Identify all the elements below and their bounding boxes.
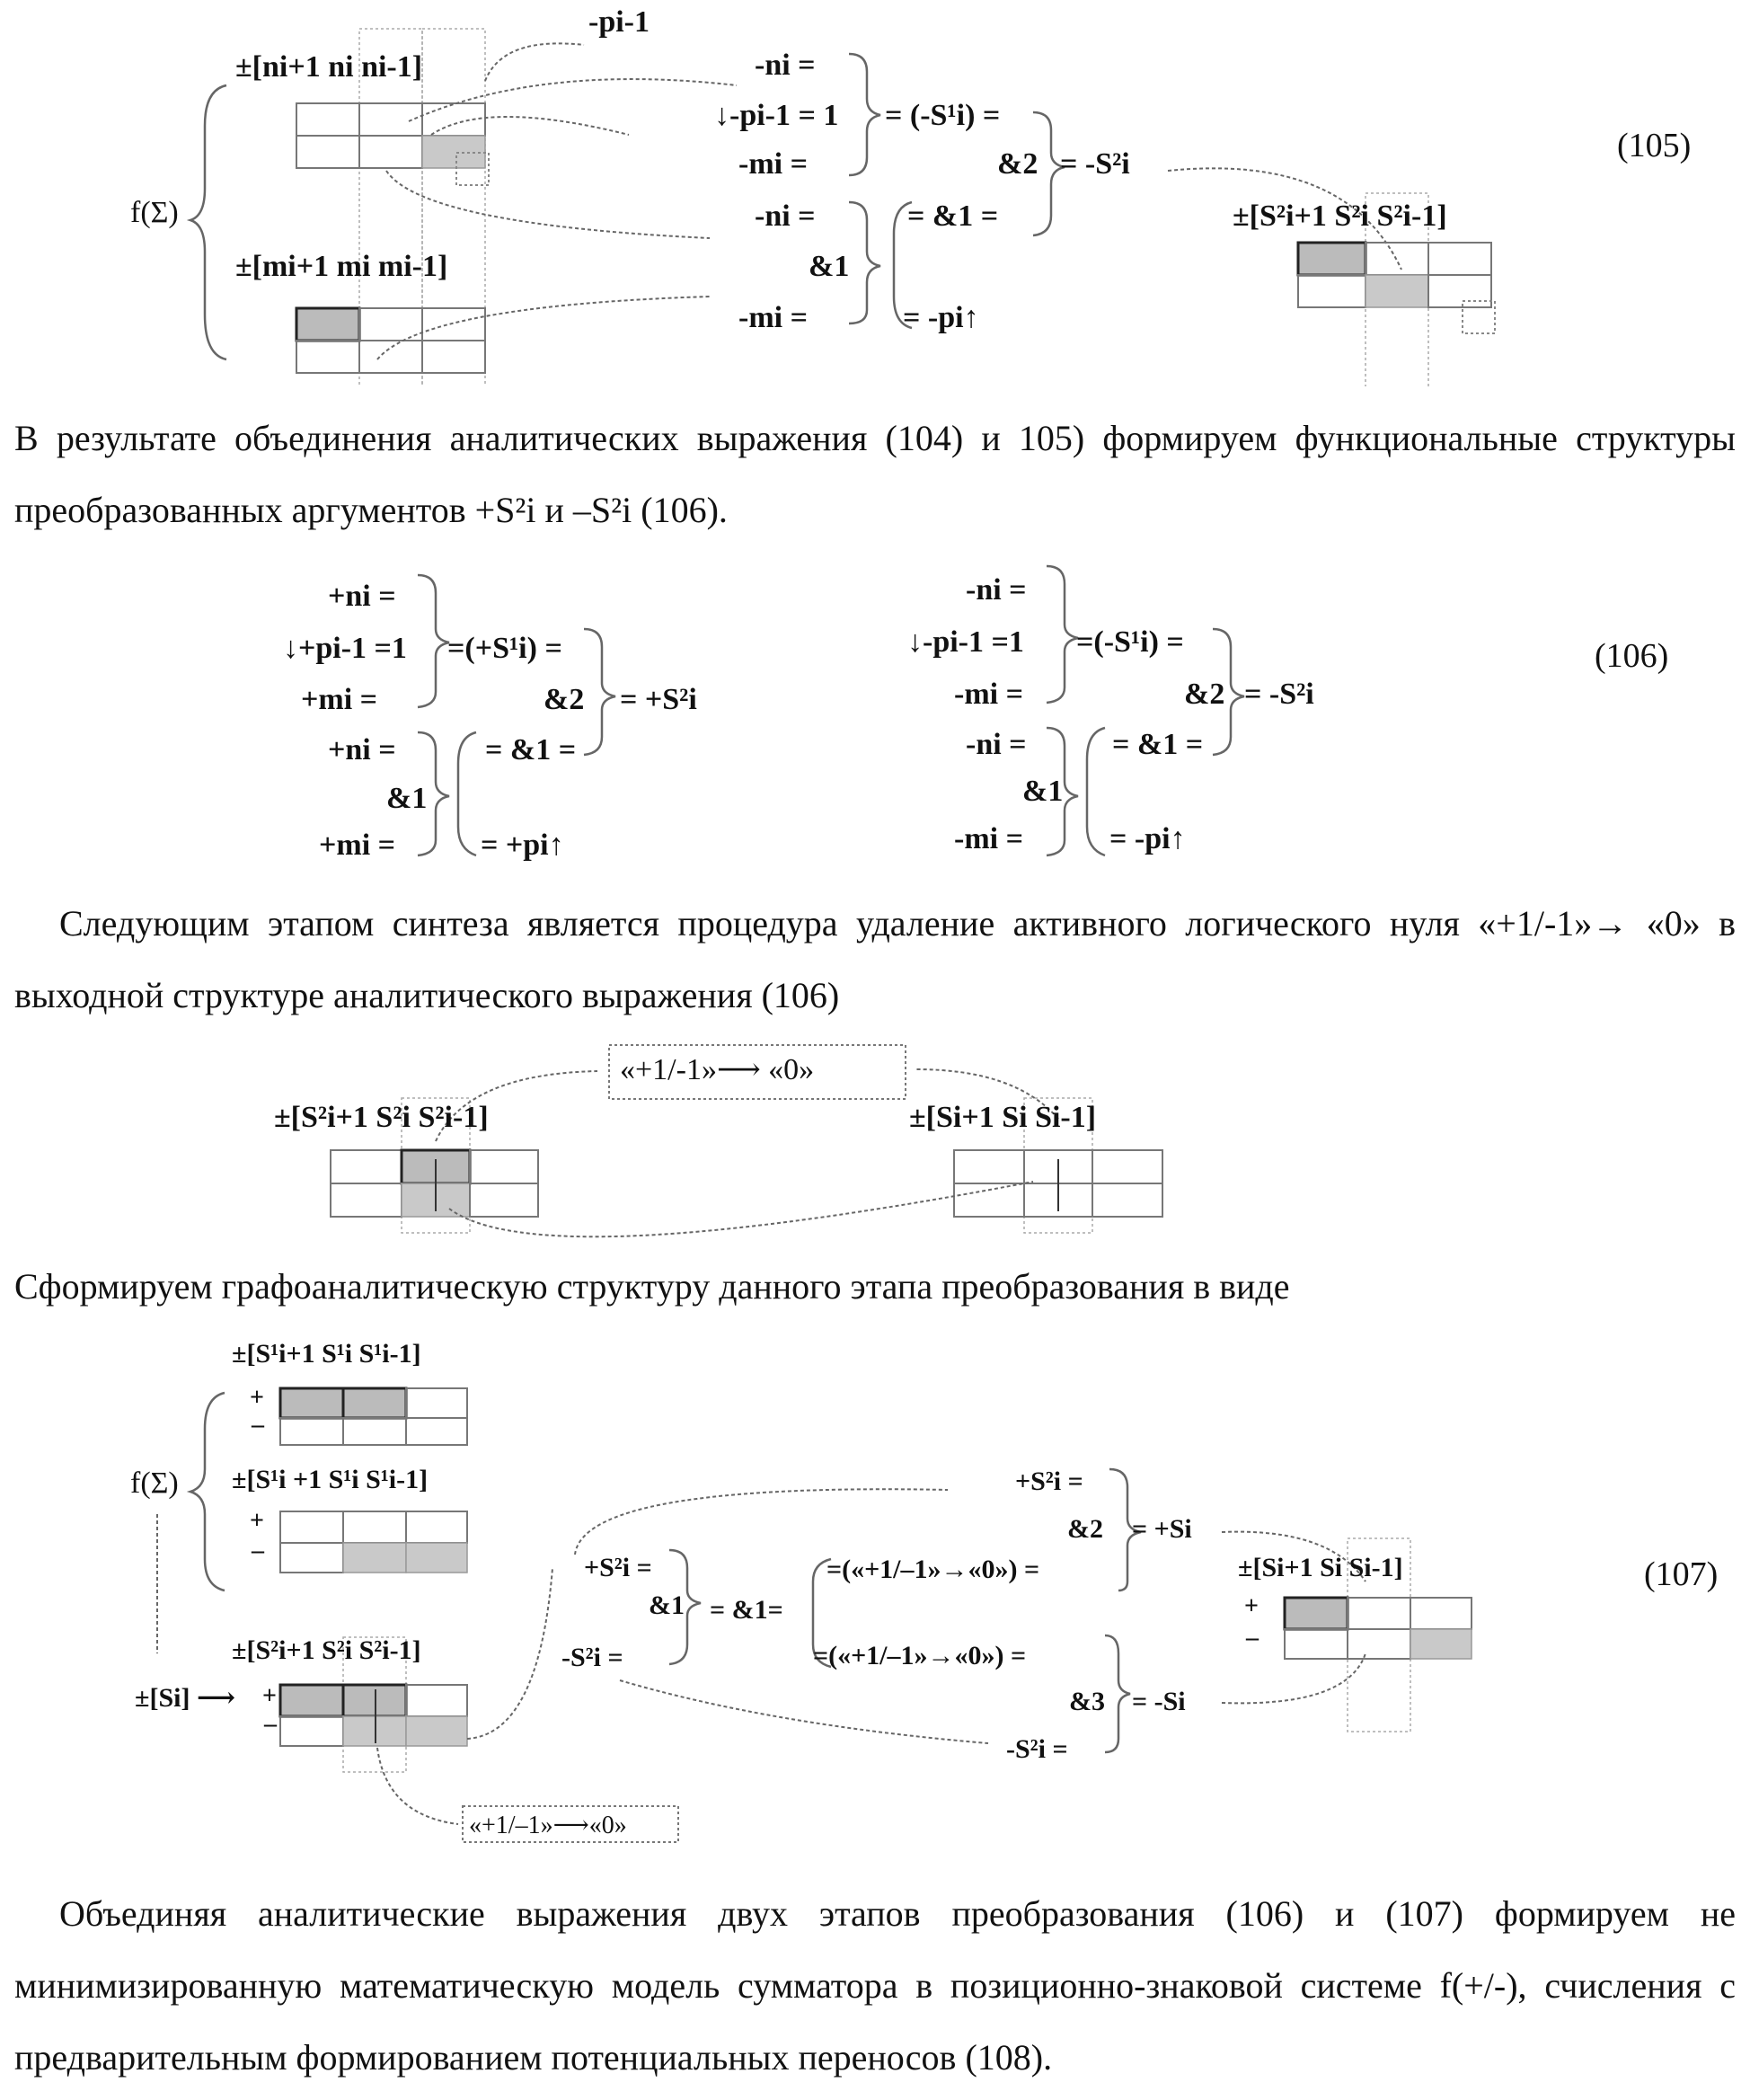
expr: = +S²i [620,683,697,717]
expr: +mi = [301,683,377,717]
grid-cell [280,1418,343,1445]
expr: = -S²i [1060,147,1130,182]
expr: &3 [1069,1687,1105,1717]
expr: = &1 = [907,199,998,234]
figure-107-graphics [0,0,1750,2100]
expr: = &1 = [485,733,576,767]
grid-cell [406,1685,467,1716]
row-s2-label: ±[S²i+1 S²i S²i-1] [232,1635,421,1666]
expr: +S²i = [1015,1466,1083,1497]
grid-cell [1410,1598,1472,1629]
minus-sign: – [1246,1624,1259,1653]
brace-left [190,1393,225,1591]
grid-cell-shaded [343,1388,406,1418]
expr: = -pi↑ [903,301,979,335]
brace [1105,1635,1130,1752]
expr: &1 [386,782,427,816]
row-si-label: ±[Si+1 Si Si-1] [909,1101,1096,1135]
equation-number: (105) [1617,126,1691,165]
row-s1b-label: ±[S¹i +1 S¹i S¹i-1] [232,1465,428,1495]
expr: +ni = [328,733,396,767]
expr: = +Si [1132,1514,1192,1545]
plus-sign: + [1244,1592,1259,1621]
expr: &1 [649,1591,685,1621]
zero-label: «+1/-1»⟶ «0» [620,1051,814,1087]
expr: =(«+1/–1»→«0») = [813,1641,1026,1671]
expr: &1 [1022,775,1063,809]
zero-label: «+1/–1»⟶«0» [469,1810,627,1840]
expr: &2 [544,683,584,717]
grid-cell [343,1418,406,1445]
expr: -ni = [755,199,816,234]
paragraph: В результате объединения аналитических выражения (104) и 105) формируем функциональные структуры преобразованных аргументов +S²i и –S²i (106). [14,403,1736,546]
arrow [377,1748,458,1824]
grid-cell [280,1716,343,1746]
expr: =(-S¹i) = [1076,625,1184,660]
expr: = -S²i [1244,678,1314,712]
row-n-label: ±[ni+1 ni ni-1] [235,50,422,84]
grid-cell-shaded [280,1685,343,1716]
grid-cell-shaded [406,1716,467,1746]
grid-cell-shaded [1410,1629,1472,1659]
plus-sign: + [250,1384,264,1413]
grid-cell [343,1511,406,1543]
minus-sign: – [264,1710,277,1739]
grid-cell [1348,1598,1410,1629]
expr: -ni = [966,573,1027,607]
expr: ↓+pi-1 =1 [283,632,407,666]
expr: -mi = [738,301,808,335]
grid-cell-shaded [1285,1598,1348,1629]
expr: ↓-pi-1 =1 [907,625,1024,660]
grid-cell [406,1418,467,1445]
paragraph: Объединяя аналитические выражения двух этапов преобразования (106) и (107) формируем не минимизированную математическую модель сумматора в позиционно-знаковой системе f(+/-), счисления с предварительным формированием потенциальных переносов (108). [14,1878,1736,2094]
expr: -mi = [954,678,1023,712]
expr: +mi = [319,828,395,863]
f-sigma-label: f(Σ) [130,196,179,230]
arrow [575,1489,948,1555]
expr: = +pi↑ [481,828,564,863]
expr: &2 [997,147,1038,182]
minus-sign: – [252,1411,264,1440]
expr: -ni = [755,49,816,83]
grid-cell [1348,1629,1410,1659]
p-out-label: -pi-1 [588,5,650,40]
expr: = (-S¹i) = [885,99,1000,133]
expr: = -pi↑ [1109,822,1186,856]
arrow [620,1680,988,1743]
expr: =(«+1/–1»→«0») = [826,1555,1039,1585]
grid-cell-shaded [280,1388,343,1418]
grid-cell [280,1543,343,1573]
expr: &1 [809,250,849,284]
grid-cell [406,1511,467,1543]
expr: +ni = [328,580,396,614]
row-si-label: ±[Si+1 Si Si-1] [1238,1553,1403,1583]
expr: = &1 = [1112,728,1203,762]
paragraph: Сформируем графоаналитическую структуру данного этапа преобразования в виде [14,1251,1736,1323]
arrow [1222,1653,1366,1703]
grid-cell-shaded [406,1543,467,1573]
row-s2-label: ±[S²i+1 S²i S²i-1] [274,1101,489,1135]
f-sigma-label: f(Σ) [130,1466,179,1501]
row-m-label: ±[mi+1 mi mi-1] [235,250,447,284]
grid-cell [406,1388,467,1418]
expr: -mi = [954,822,1023,856]
expr: = &1= [710,1595,783,1626]
expr: +S²i = [584,1553,652,1583]
expr: = -Si [1132,1687,1186,1717]
expr: ↓-pi-1 = 1 [714,99,838,133]
equation-number: (106) [1595,636,1668,676]
arrow [467,1568,552,1739]
row-s2-label: ±[S²i+1 S²i S²i-1] [1233,199,1447,234]
si-label: ±[Si] ⟶ [135,1682,235,1714]
grid-cell [1285,1629,1348,1659]
plus-sign: + [250,1507,264,1536]
minus-sign: – [252,1537,264,1565]
grid-cell [280,1511,343,1543]
expr: &2 [1184,678,1224,712]
expr: -S²i = [1006,1734,1068,1765]
paragraph: Следующим этапом синтеза является процедура удаление активного логического нуля «+1/-1»→ «0» в выходной структуре аналитического выражения (106) [14,888,1736,1032]
plus-sign: + [262,1682,277,1711]
expr: &2 [1067,1514,1103,1545]
grid-cell-shaded [343,1543,406,1573]
row-s1a-label: ±[S¹i+1 S¹i S¹i-1] [232,1339,421,1369]
expr: =(+S¹i) = [447,632,562,666]
expr: -S²i = [561,1643,623,1673]
expr: -ni = [966,728,1027,762]
equation-number: (107) [1644,1555,1718,1594]
expr: -mi = [738,147,808,182]
